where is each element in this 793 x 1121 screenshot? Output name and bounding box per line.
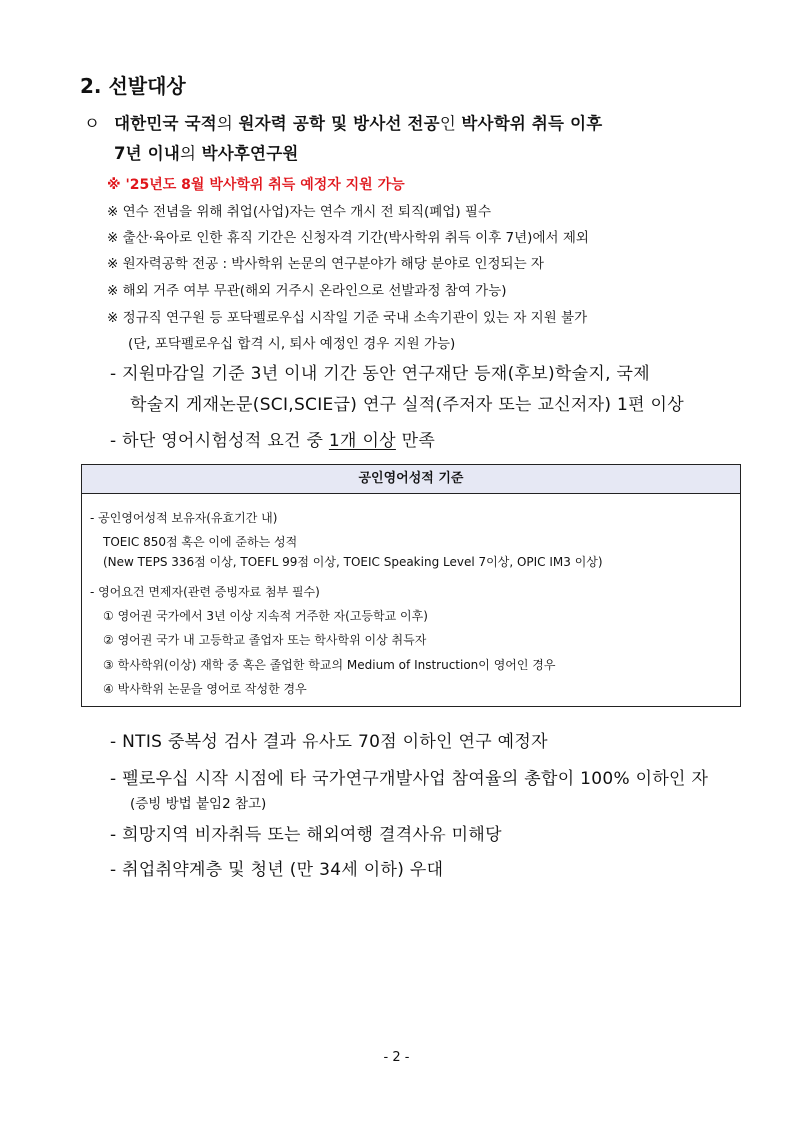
- english-criteria-title: 공인영어성적 기준: [82, 465, 740, 494]
- requirement-preference: - 취업취약계층 및 청년 (만 34세 이하) 우대: [110, 860, 444, 880]
- exemption-item: ① 영어권 국가에서 3년 이상 지속적 거주한 자(고등학교 이후): [103, 609, 428, 623]
- requirement-participation-note: (증빙 방법 붙임2 참고): [130, 796, 267, 812]
- note-continuation: (단, 포닥펠로우십 합격 시, 퇴사 예정인 경우 지원 가능): [128, 336, 456, 352]
- exemption-item: ④ 박사학위 논문을 영어로 작성한 경우: [103, 682, 307, 696]
- main-item-degree: 박사학위 취득 이후: [461, 114, 603, 133]
- note-item: ※ 정규직 연구원 등 포닥펠로우십 시작일 기준 국내 소속기관이 있는 자 지원 불가: [107, 310, 588, 326]
- requirement-visa: - 희망지역 비자취득 또는 해외여행 결격사유 미해당: [110, 825, 502, 845]
- note-item: ※ 출산·육아로 인한 휴직 기간은 신청자격 기간(박사학위 취득 이후 7년)에서 제외: [107, 230, 589, 246]
- holder-toeic: TOEIC 850점 혹은 이에 준하는 성적: [103, 535, 298, 549]
- exemption-item: ② 영어권 국가 내 고등학교 졸업자 또는 학사학위 이상 취득자: [103, 633, 427, 647]
- requirement-ntis: - NTIS 중복성 검사 결과 유사도 70점 이하인 연구 예정자: [110, 732, 548, 752]
- requirement-publication-line2: 학술지 게재논문(SCI,SCIE급) 연구 실적(주저자 또는 교신저자) 1편 이상: [130, 395, 684, 415]
- english-criteria-box: [81, 464, 741, 707]
- main-item-text: 의: [180, 144, 202, 163]
- main-item-line2: [114, 140, 298, 164]
- note-item: ※ 연수 전념을 위해 취업(사업)자는 연수 개시 전 퇴직(폐업) 필수: [107, 204, 491, 220]
- main-item-nationality: 대한민국 국적: [114, 114, 217, 133]
- main-item-line1: [84, 110, 602, 134]
- requirement-english-text: - 하단 영어시험성적 요건 중: [110, 431, 329, 451]
- requirement-publication-line1: - 지원마감일 기준 3년 이내 기간 동안 연구재단 등재(후보)학술지, 국제: [110, 364, 650, 384]
- main-item-text: 의: [216, 114, 239, 133]
- requirement-participation: - 펠로우십 시작 시점에 타 국가연구개발사업 참여율의 총합이 100% 이하인 자: [110, 769, 709, 789]
- requirement-english-text: 만족: [395, 431, 436, 451]
- circle-bullet-icon: ㅇ: [84, 114, 101, 133]
- requirement-english: [110, 426, 435, 451]
- holder-section-title: - 공인영어성적 보유자(유효기간 내): [90, 511, 278, 525]
- main-item-postdoc: 박사후연구원: [201, 144, 299, 163]
- exemption-section-title: - 영어요건 면제자(관련 증빙자료 첨부 필수): [90, 585, 320, 599]
- main-item-period: 7년 이내: [114, 144, 181, 163]
- note-item: ※ 해외 거주 여부 무관(해외 거주시 온라인으로 선발과정 참여 가능): [107, 283, 507, 299]
- note-item: ※ 원자력공학 전공 : 박사학위 논문의 연구분야가 해당 분야로 인정되는 자: [107, 256, 544, 272]
- main-item-text: 인: [439, 114, 462, 133]
- exemption-item: ③ 학사학위(이상) 재학 중 혹은 졸업한 학교의 Medium of Instruction이 영어인 경우: [103, 658, 556, 672]
- note-highlight: ※ '25년도 8월 박사학위 취득 예정자 지원 가능: [107, 177, 405, 193]
- main-item-major: 원자력 공학 및 방사선 전공: [238, 114, 440, 133]
- requirement-english-underline: 1개 이상: [328, 431, 396, 451]
- section-title: 2. 선발대상: [80, 74, 186, 98]
- page-number: - 2 -: [383, 1050, 410, 1065]
- holder-equivalents: (New TEPS 336점 이상, TOEFL 99점 이상, TOEIC Speaking Level 7이상, OPIC IM3 이상): [103, 555, 603, 569]
